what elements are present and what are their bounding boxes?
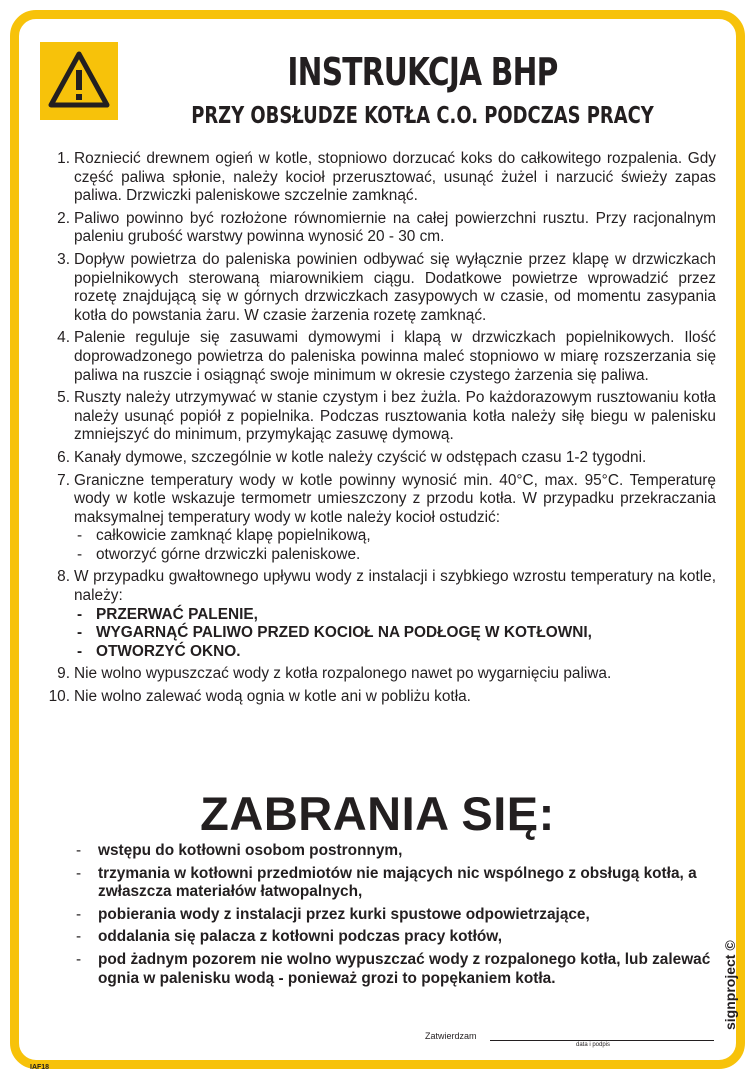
instruction-item (38, 329, 716, 385)
sub-item (74, 527, 716, 546)
instruction-item (38, 389, 716, 445)
forbidden-item-text: oddalania się palacza z kotłowni podczas pracy kotłów, (98, 928, 502, 946)
item-number: 5. (57, 389, 70, 407)
sub-item-text: całkowicie zamknąć klapę popielnikową, (96, 527, 371, 545)
forbidden-item (72, 906, 712, 925)
sub-item-text: PRZERWAĆ PALENIE, (96, 605, 258, 623)
item-number: 3. (57, 250, 70, 268)
instruction-item (38, 449, 716, 468)
page-title: INSTRUKCJA BHP (287, 50, 558, 94)
instruction-item (38, 568, 716, 661)
warning-badge (40, 42, 118, 120)
sub-item-text: otworzyć górne drzwiczki paleniskowe. (96, 545, 361, 563)
dash-bullet: - (76, 905, 82, 923)
dash-bullet: - (77, 545, 83, 563)
item-text: Nie wolno wypuszczać wody z kotła rozpalonego nawet po wygarnięciu paliwa. (74, 665, 612, 683)
dash-bullet: - (77, 624, 83, 642)
brand-label: signproject © (722, 940, 738, 1030)
forbidden-list (72, 842, 712, 992)
item-text: Ruszty należy utrzymywać w stanie czystym i bez żużla. Po każdorazowym rusztowaniu kotła należy usunąć popiół z popielnika. Podczas rusztowania kotła należy siłę biegu w palenisku zmniejszyć do minimum, przymykając zasuwę dymową. (74, 389, 716, 444)
approve-label: Zatwierdzam (425, 1031, 477, 1041)
sub-item (74, 546, 716, 565)
dash-bullet: - (77, 527, 83, 545)
sub-item (74, 624, 716, 643)
forbidden-item (72, 842, 712, 861)
dash-bullet: - (76, 864, 82, 882)
item-number: 1. (57, 150, 70, 167)
instruction-item (38, 210, 716, 247)
dash-bullet: - (76, 842, 82, 859)
sub-item (74, 643, 716, 662)
item-number: 10. (48, 688, 70, 706)
forbidden-item (72, 928, 712, 947)
item-number: 4. (57, 329, 70, 347)
item-number: 7. (57, 471, 70, 489)
item-number: 6. (57, 448, 70, 466)
forbidden-item (72, 951, 712, 988)
item-number: 8. (57, 568, 70, 586)
item-text: W przypadku gwałtownego upływu wody z instalacji i szybkiego wzrostu temperatury na kotle, należy: (74, 568, 716, 605)
item-number: 2. (57, 209, 70, 227)
forbidden-item-text: trzymania w kotłowni przedmiotów nie mających nic wspólnego z obsługą kotła, a zwłaszcza materiałów łatwopalnych, (98, 864, 697, 901)
item-text: Nie wolno zalewać wodą ognia w kotle ani w pobliżu kotła. (74, 688, 471, 706)
sub-item (74, 606, 716, 625)
signature-line (490, 1040, 714, 1041)
item-text: Dopływ powietrza do paleniska powinien odbywać się wyłącznie przez klapę w drzwiczkach popielnikowych sterowaną miarownikiem ciągu. Dodatkowe powietrze wprowadzić przez rozetę znajdującą się w górnych drzwiczkach zasypowych w czasie, od momentu zasypania kotła do powstania żaru. W czasie żarzenia rozetę zamknąć. (74, 250, 716, 324)
instruction-item (38, 665, 716, 684)
dash-bullet: - (76, 928, 82, 946)
item-number: 9. (57, 665, 70, 683)
item-text: Rozniecić drewnem ogień w kotle, stopniowo dorzucać koks do całkowitego rozpalenia. Gdy część paliwa spłonie, należy kocioł przerusztować, usunąć żużel i narzucić świeży zapas paliwa. Drzwiczki paleniskowe szczelnie zamknąć. (74, 150, 716, 205)
instruction-item (38, 150, 716, 206)
item-text: Graniczne temperatury wody w kotle powinny wynosić min. 40°C, max. 95°C. Temperaturę wody w kotle wskazuje termometr umieszczony z przodu kotła. W przypadku przekraczania maksymalnej temperatury wody w kotle należy kocioł ostudzić: (74, 471, 716, 526)
forbidden-title: ZABRANIA SIĘ: (200, 787, 555, 840)
forbidden-item-text: pod żadnym pozorem nie wolno wypuszczać wody z rozpalonego kotła, lub zalewać ognia w palenisku wodą - ponieważ grozi to popękaniem kotła. (98, 950, 711, 987)
sub-item-text: WYGARNĄĆ PALIWO PRZED KOCIOŁ NA PODŁOGĘ W KOTŁOWNI, (96, 624, 592, 642)
instruction-item (38, 688, 716, 707)
forbidden-item-text: wstępu do kotłowni osobom postronnym, (98, 842, 403, 859)
instruction-item (38, 251, 716, 325)
page-subtitle: PRZY OBSŁUDZE KOTŁA C.O. PODCZAS PRACY (191, 103, 654, 129)
dash-bullet: - (76, 950, 82, 968)
sub-item-text: OTWORZYĆ OKNO. (96, 642, 241, 660)
forbidden-item (72, 865, 712, 902)
approve-sublabel: data i podpis (576, 1042, 611, 1048)
warning-triangle-icon (47, 50, 111, 110)
instruction-list (38, 150, 716, 711)
instruction-item (38, 472, 716, 565)
item-text: Kanały dymowe, szczególnie w kotle należy czyścić w odstępach czasu 1-2 tygodni. (74, 448, 647, 466)
dash-bullet: - (77, 605, 83, 623)
dash-bullet: - (77, 642, 83, 660)
item-text: Palenie reguluje się zasuwami dymowymi i klapą w drzwiczkach popielnikowych. Ilość doprowadzonego powietrza do paleniska powinna maleć stopniowo w miarę rozszerzania się paliwa na ruszcie i osiągnąć swoje minimum w okresie czystego żarzenia się paliwa. (74, 329, 716, 384)
product-code: IAF18 (30, 1064, 50, 1071)
forbidden-item-text: pobierania wody z instalacji przez kurki spustowe odpowietrzające, (98, 905, 590, 923)
item-text: Paliwo powinno być rozłożone równomiernie na całej powierzchni rusztu. Przy racjonalnym paleniu grubość warstwy powinna wynosić 20 - 30 cm. (74, 209, 716, 246)
